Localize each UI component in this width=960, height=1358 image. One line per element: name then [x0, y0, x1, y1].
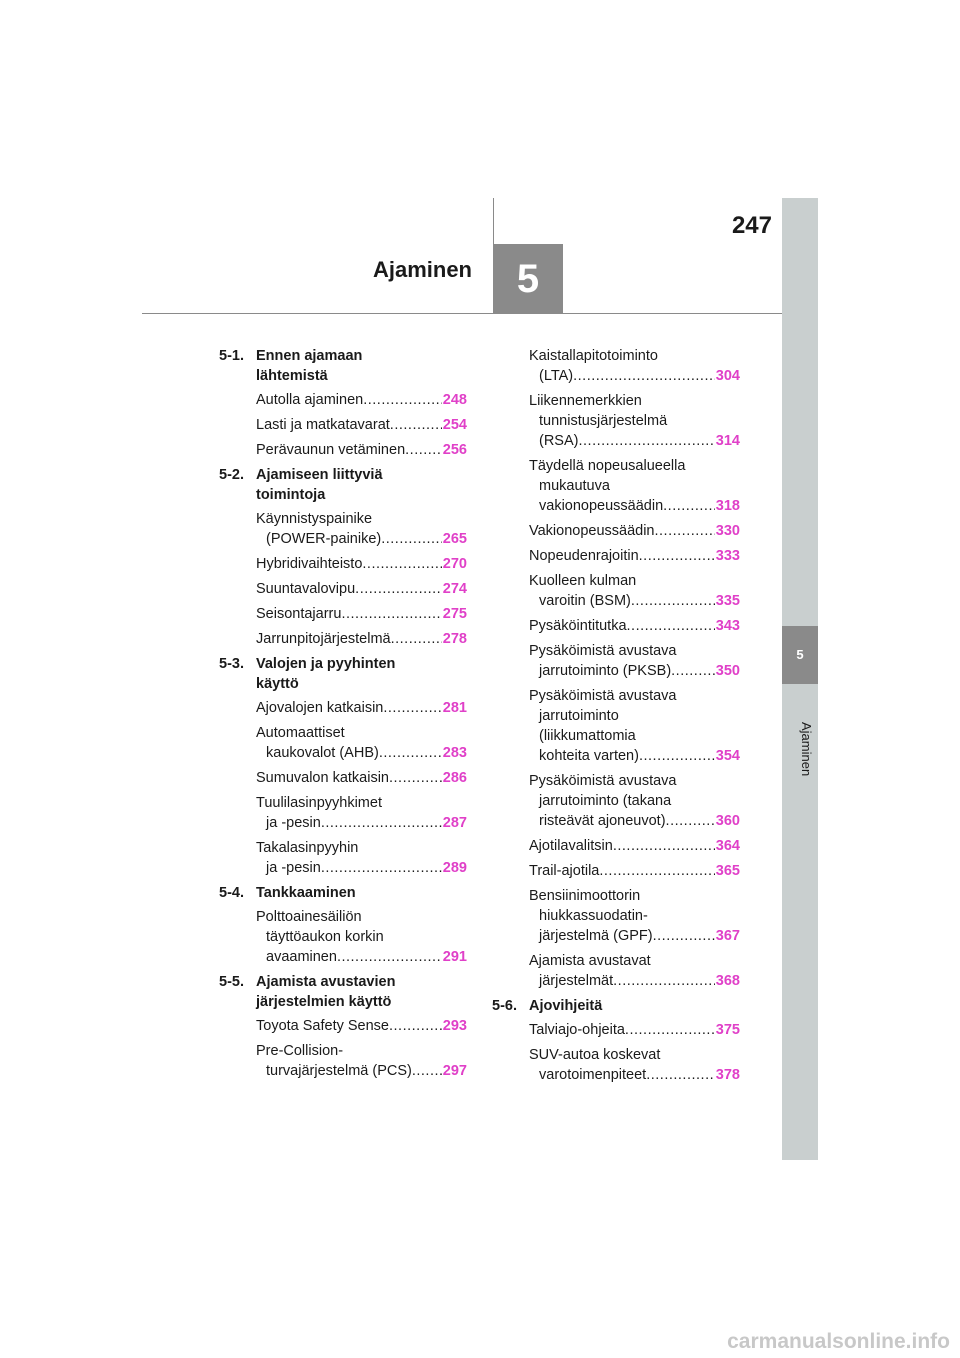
page-link[interactable]: 378: [715, 1067, 740, 1083]
entry-text: Pysäköimistä avustava: [529, 688, 677, 704]
entry-line: [256, 629, 467, 649]
section-title-line: käyttö: [256, 676, 299, 692]
entry-text: Täydellä nopeusalueella: [529, 458, 686, 474]
entry-line: [256, 529, 467, 549]
dot-leader: [625, 1020, 715, 1040]
entry-text: Hybridivaihteisto: [256, 556, 363, 572]
entry-line: [529, 886, 740, 906]
entry-line: [529, 366, 740, 386]
entry-text: Ajotilavalitsin: [529, 838, 613, 854]
entry-text: Liikennemerkkien: [529, 393, 642, 409]
toc-entry[interactable]: [529, 951, 740, 991]
page-link[interactable]: 318: [715, 498, 740, 514]
page-link[interactable]: 375: [715, 1022, 740, 1038]
entry-line: [529, 391, 740, 411]
page-link[interactable]: 278: [442, 631, 467, 647]
dot-leader: [613, 836, 715, 856]
section-number: 5-5.: [219, 974, 244, 990]
entry-line: [529, 971, 740, 991]
entry-line: [256, 390, 467, 410]
section-title-line: Ennen ajamaan: [256, 348, 363, 364]
entry-line: [256, 768, 467, 788]
page-link[interactable]: 275: [442, 606, 467, 622]
entry-line: [256, 604, 467, 624]
page-link[interactable]: 354: [715, 748, 740, 764]
entry-line: [529, 811, 740, 831]
entry-line: [256, 1061, 467, 1081]
section-number: 5-4.: [219, 885, 244, 901]
entry-line: [256, 415, 467, 435]
entry-line: [529, 616, 740, 636]
toc-entry[interactable]: [529, 861, 740, 881]
page-link[interactable]: 343: [715, 618, 740, 634]
entry-text: Kuolleen kulman: [529, 573, 637, 589]
header-horizontal-rule: [142, 313, 782, 314]
dot-leader: [666, 811, 715, 831]
entry-text: varotoimenpiteet: [539, 1067, 647, 1083]
toc-entry[interactable]: [529, 346, 740, 386]
dot-leader: [363, 390, 442, 410]
dot-leader: [390, 415, 442, 435]
entry-text: (POWER-painike): [266, 531, 382, 547]
entry-line: [529, 726, 740, 746]
entry-line: [529, 686, 740, 706]
entry-line: [529, 706, 740, 726]
section-title-line: lähtemistä: [256, 368, 328, 384]
entry-text: kohteita varten): [539, 748, 639, 764]
page-link[interactable]: 283: [442, 745, 467, 761]
entry-text: Käynnistyspainike: [256, 511, 373, 527]
page-link[interactable]: 270: [442, 556, 467, 572]
toc-section-heading[interactable]: [219, 972, 467, 1012]
entry-line: [529, 771, 740, 791]
dot-leader: [578, 431, 714, 451]
page-link[interactable]: 297: [442, 1063, 467, 1079]
toc-entry[interactable]: [256, 629, 467, 649]
section-title-line: Ajamiseen liittyviä: [256, 467, 383, 483]
entry-line: [529, 496, 740, 516]
entry-text: järjestelmä (GPF): [539, 928, 653, 944]
chapter-number-box: 5: [493, 244, 563, 314]
page-link[interactable]: 365: [715, 863, 740, 879]
toc-section-heading[interactable]: [219, 883, 467, 903]
toc-entry[interactable]: [256, 579, 467, 599]
toc-entry[interactable]: [256, 723, 467, 763]
toc-entry[interactable]: [529, 391, 740, 451]
entry-text: Lasti ja matkatavarat: [256, 417, 390, 433]
entry-line: [256, 743, 467, 763]
entry-text: SUV-autoa koskevat: [529, 1047, 661, 1063]
page-link[interactable]: 256: [442, 442, 467, 458]
entry-text: Takalasinpyyhin: [256, 840, 359, 856]
dot-leader: [646, 1065, 715, 1085]
page-link[interactable]: 367: [715, 928, 740, 944]
entry-line: [529, 906, 740, 926]
entry-text: Pysäköimistä avustava: [529, 643, 677, 659]
entry-text: Bensiinimoottorin: [529, 888, 641, 904]
entry-line: [256, 947, 467, 967]
entry-line: [529, 411, 740, 431]
dot-leader: [389, 1016, 442, 1036]
page-link[interactable]: 291: [442, 949, 467, 965]
toc-entry[interactable]: [256, 440, 467, 460]
toc-entry[interactable]: [256, 1016, 467, 1036]
entry-text: Automaattiset: [256, 725, 345, 741]
toc-entry[interactable]: [529, 521, 740, 541]
entry-line: [256, 813, 467, 833]
entry-line: [256, 838, 467, 858]
entry-line: [529, 641, 740, 661]
dot-leader: [321, 813, 442, 833]
page-number: 247: [731, 212, 772, 239]
entry-line: [529, 791, 740, 811]
page-link[interactable]: 350: [715, 663, 740, 679]
entry-text: (RSA): [539, 433, 579, 449]
entry-text: Polttoainesäiliön: [256, 909, 362, 925]
entry-line: [256, 1016, 467, 1036]
entry-line: [256, 907, 467, 927]
page-link[interactable]: 333: [715, 548, 740, 564]
side-index-tab[interactable]: 5: [782, 626, 818, 684]
page-link[interactable]: 248: [442, 392, 467, 408]
page-link[interactable]: 265: [442, 531, 467, 547]
page-link[interactable]: 281: [442, 700, 467, 716]
page-link[interactable]: 335: [715, 593, 740, 609]
entry-text: Autolla ajaminen: [256, 392, 364, 408]
section-number: 5-3.: [219, 656, 244, 672]
section-number: 5-6.: [492, 998, 517, 1014]
toc-entry[interactable]: [529, 1045, 740, 1085]
section-title-line: Ajamista avustavien: [256, 974, 396, 990]
toc-entry[interactable]: [256, 1041, 467, 1081]
dot-leader: [663, 496, 715, 516]
dot-leader: [412, 1061, 442, 1081]
chapter-title: Ajaminen: [372, 257, 472, 282]
entry-line: [256, 440, 467, 460]
entry-line: [529, 431, 740, 451]
dot-leader: [599, 861, 714, 881]
dot-leader: [655, 521, 715, 541]
dot-leader: [321, 858, 442, 878]
section-title-line: Valojen ja pyyhinten: [256, 656, 396, 672]
section-title-line: toimintoja: [256, 487, 326, 503]
entry-text: risteävät ajoneuvot): [539, 813, 666, 829]
entry-line: [256, 698, 467, 718]
entry-text: vakionopeussäädin: [539, 498, 664, 514]
dot-leader: [653, 926, 715, 946]
toc-entry[interactable]: [256, 793, 467, 833]
dot-leader: [405, 440, 442, 460]
entry-text: Pysäköimistä avustava: [529, 773, 677, 789]
entry-text: Suuntavalovipu: [256, 581, 356, 597]
entry-text: Pysäköintitutka: [529, 618, 627, 634]
section-number: 5-1.: [219, 348, 244, 364]
dot-leader: [391, 629, 442, 649]
header-vertical-rule: [493, 198, 494, 244]
dot-leader: [671, 661, 715, 681]
entry-text: varoitin (BSM): [539, 593, 631, 609]
entry-line: [529, 571, 740, 591]
toc-section-heading[interactable]: [219, 465, 467, 505]
page-link[interactable]: 368: [715, 973, 740, 989]
entry-text: Vakionopeussäädin: [529, 523, 655, 539]
entry-text: hiukkassuodatin-: [539, 908, 648, 924]
entry-line: [529, 951, 740, 971]
dot-leader: [573, 366, 715, 386]
toc-entry[interactable]: [529, 571, 740, 611]
entry-text: täyttöaukon korkin: [266, 929, 384, 945]
page-link[interactable]: 274: [442, 581, 467, 597]
page-link[interactable]: 289: [442, 860, 467, 876]
entry-line: [529, 591, 740, 611]
toc-entry[interactable]: [529, 686, 740, 766]
page-link[interactable]: 293: [442, 1018, 467, 1034]
section-title-line: Ajovihjeitä: [529, 998, 603, 1014]
dot-leader: [389, 768, 442, 788]
entry-text: Ajovalojen katkaisin: [256, 700, 384, 716]
toc-entry[interactable]: [256, 698, 467, 718]
page-link[interactable]: 254: [442, 417, 467, 433]
entry-line: [529, 861, 740, 881]
toc-section-heading[interactable]: [219, 654, 467, 694]
entry-text: jarrutoiminto (PKSB): [539, 663, 672, 679]
entry-line: [256, 793, 467, 813]
entry-text: järjestelmät: [539, 973, 614, 989]
entry-text: Sumuvalon katkaisin: [256, 770, 389, 786]
dot-leader: [639, 746, 715, 766]
toc-entry[interactable]: [256, 907, 467, 967]
entry-text: kaukovalot (AHB): [266, 745, 379, 761]
entry-line: [256, 858, 467, 878]
entry-line: [529, 546, 740, 566]
entry-text: (liikkumattomia: [539, 728, 636, 744]
dot-leader: [383, 698, 441, 718]
entry-line: [529, 746, 740, 766]
entry-text: Toyota Safety Sense: [256, 1018, 389, 1034]
page-link[interactable]: 330: [715, 523, 740, 539]
toc-entry[interactable]: [256, 604, 467, 624]
page-link[interactable]: 314: [715, 433, 740, 449]
entry-text: Nopeudenrajoitin: [529, 548, 639, 564]
page-link[interactable]: 287: [442, 815, 467, 831]
entry-text: Jarrunpitojärjestelmä: [256, 631, 391, 647]
entry-line: [529, 836, 740, 856]
dot-leader: [631, 591, 715, 611]
dot-leader: [613, 971, 715, 991]
entry-text: Perävaunun vetäminen: [256, 442, 406, 458]
toc-column-right: [492, 346, 740, 1090]
entry-line: [529, 926, 740, 946]
toc-column-left: [219, 346, 467, 1086]
entry-line: [529, 476, 740, 496]
entry-text: Ajamista avustavat: [529, 953, 651, 969]
entry-line: [529, 1045, 740, 1065]
entry-line: [529, 1020, 740, 1040]
entry-text: Talviajo-ohjeita: [529, 1022, 625, 1038]
dot-leader: [381, 529, 442, 549]
section-title-line: Tankkaaminen: [256, 885, 356, 901]
entry-text: Trail-ajotila: [529, 863, 600, 879]
entry-line: [529, 346, 740, 366]
page-link[interactable]: 360: [715, 813, 740, 829]
toc-entry[interactable]: [529, 641, 740, 681]
entry-text: turvajärjestelmä (PCS): [266, 1063, 412, 1079]
section-title-line: järjestelmien käyttö: [256, 994, 392, 1010]
toc-entry[interactable]: [529, 836, 740, 856]
page-link[interactable]: 304: [715, 368, 740, 384]
side-index-label: Ajaminen: [799, 722, 814, 777]
entry-line: [256, 579, 467, 599]
entry-text: jarrutoiminto: [539, 708, 619, 724]
entry-line: [256, 723, 467, 743]
toc-entry[interactable]: [529, 456, 740, 516]
entry-text: Seisontajarru: [256, 606, 342, 622]
entry-text: (LTA): [539, 368, 574, 384]
dot-leader: [639, 546, 715, 566]
entry-text: Pre-Collision-: [256, 1043, 344, 1059]
toc-entry[interactable]: [529, 616, 740, 636]
toc-entry[interactable]: [256, 838, 467, 878]
dot-leader: [341, 604, 441, 624]
toc-section-heading[interactable]: [492, 996, 740, 1016]
entry-text: jarrutoiminto (takana: [539, 793, 672, 809]
toc-entry[interactable]: [529, 546, 740, 566]
watermark: carmanualsonline.info: [727, 1330, 950, 1353]
dot-leader: [337, 947, 442, 967]
dot-leader: [362, 554, 441, 574]
entry-text: Tuulilasinpyyhkimet: [256, 795, 382, 811]
page-link[interactable]: 364: [715, 838, 740, 854]
toc-entry[interactable]: [256, 415, 467, 435]
toc-entry[interactable]: [256, 554, 467, 574]
entry-text: ja -pesin: [266, 860, 321, 876]
entry-line: [256, 927, 467, 947]
entry-text: avaaminen: [266, 949, 337, 965]
entry-line: [256, 509, 467, 529]
page-link[interactable]: 286: [442, 770, 467, 786]
toc-entry[interactable]: [256, 509, 467, 549]
dot-leader: [355, 579, 442, 599]
entry-line: [256, 554, 467, 574]
toc-entry[interactable]: [529, 1020, 740, 1040]
entry-line: [529, 661, 740, 681]
toc-entry[interactable]: [256, 768, 467, 788]
dot-leader: [379, 743, 442, 763]
toc-entry[interactable]: [529, 886, 740, 946]
entry-text: mukautuva: [539, 478, 610, 494]
dot-leader: [627, 616, 715, 636]
toc-section-heading[interactable]: [219, 346, 467, 386]
entry-text: tunnistusjärjestelmä: [539, 413, 668, 429]
entry-text: Kaistallapitotoiminto: [529, 348, 658, 364]
entry-line: [529, 1065, 740, 1085]
entry-line: [529, 521, 740, 541]
entry-line: [529, 456, 740, 476]
section-number: 5-2.: [219, 467, 244, 483]
entry-text: ja -pesin: [266, 815, 321, 831]
entry-line: [256, 1041, 467, 1061]
toc-entry[interactable]: [256, 390, 467, 410]
toc-entry[interactable]: [529, 771, 740, 831]
